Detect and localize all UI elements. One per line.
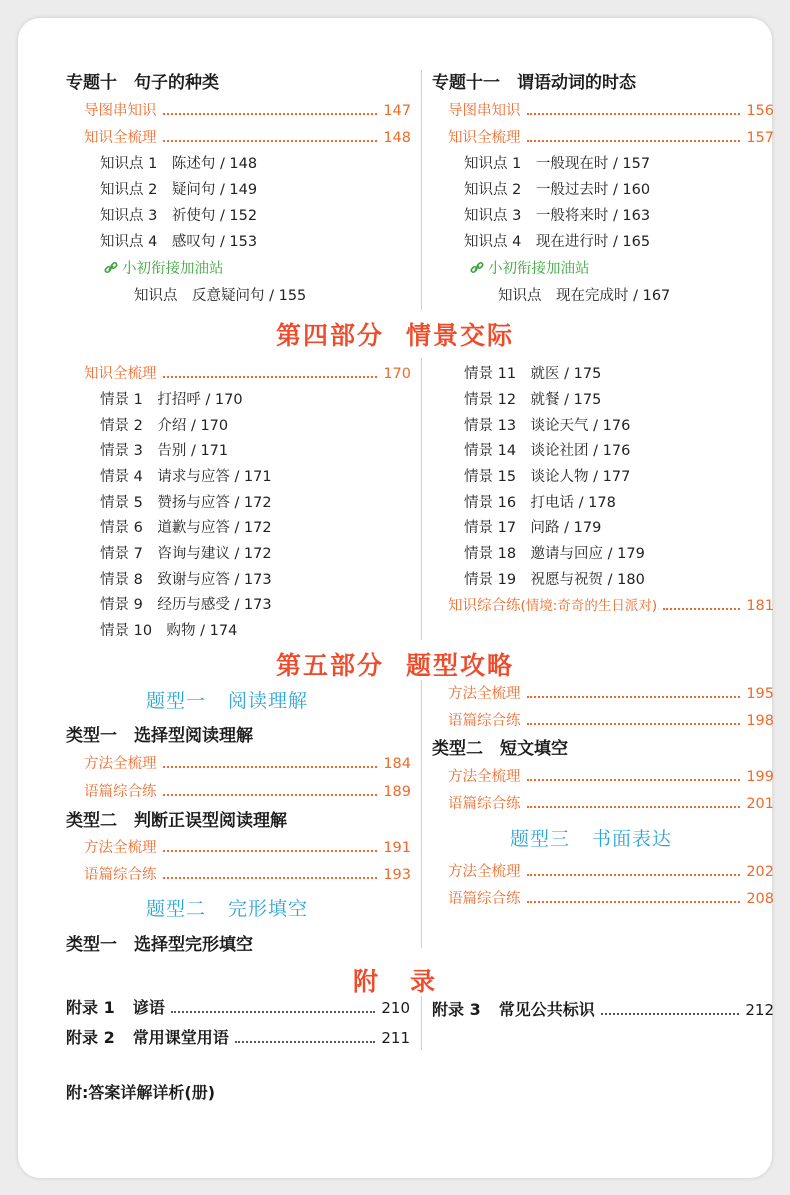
appendix-1-entry[interactable] [66, 995, 410, 1018]
scene-1[interactable]: 情景 1 打招呼 / 170 [100, 392, 243, 408]
entry-page: 189 [383, 784, 411, 800]
sec2-type1-method-entry[interactable] [448, 682, 774, 703]
scene-7[interactable]: 情景 7 咨询与建议 / 172 [100, 546, 272, 562]
topic11-point-4[interactable]: 知识点 4 现在进行时 / 165 [464, 234, 651, 250]
entry-page: 148 [383, 130, 411, 146]
entry-label: 导图串知识 [84, 103, 157, 119]
topic11-guide-entry[interactable] [448, 99, 774, 120]
entry-page: 193 [383, 867, 411, 883]
topic10-point-2[interactable]: 知识点 2 疑问句 / 149 [100, 182, 258, 198]
entry-label: 方法全梳理 [84, 756, 157, 772]
topic10-point-1[interactable]: 知识点 1 陈述句 / 148 [100, 156, 258, 172]
appendix-label: 常用课堂用语 [132, 1028, 229, 1047]
part5-section2-heading: 题型二 完形填空 [146, 898, 309, 920]
sec3-method-entry[interactable] [448, 860, 774, 881]
entry-page: 208 [746, 891, 774, 907]
topic10-point-3[interactable]: 知识点 3 祈使句 / 152 [100, 208, 258, 224]
entry-label: 知识全梳理 [448, 130, 521, 146]
topic10-guide-entry[interactable] [84, 99, 411, 120]
scene-2[interactable]: 情景 2 介绍 / 170 [100, 418, 229, 434]
scene-18[interactable]: 情景 18 邀请与回应 / 179 [464, 546, 645, 562]
entry-page: 170 [383, 366, 411, 382]
bridge-label: 小初衔接加油站 [122, 261, 224, 277]
entry-label: 语篇综合练 [448, 891, 521, 907]
sec3-practice-entry[interactable] [448, 887, 774, 908]
entry-page: 211 [381, 1029, 410, 1047]
appendix-title: 附 录 [352, 967, 438, 996]
topic10-point-4[interactable]: 知识点 4 感叹句 / 153 [100, 234, 258, 250]
topic10-review-entry[interactable] [84, 126, 411, 147]
column-divider [421, 996, 422, 1050]
scene-12[interactable]: 情景 12 就餐 / 175 [464, 392, 602, 408]
sec2-type1-practice-entry[interactable] [448, 709, 774, 730]
scene-8[interactable]: 情景 8 致谢与应答 / 173 [100, 572, 272, 588]
entry-label: 语篇综合练 [448, 713, 521, 729]
topic11-bridge [470, 257, 590, 278]
link-icon [470, 261, 484, 275]
scene-3[interactable]: 情景 3 告别 / 171 [100, 443, 229, 459]
topic10-bridge-point[interactable]: 知识点 反意疑问句 / 155 [134, 288, 307, 304]
topic11-bridge-point[interactable]: 知识点 现在完成时 / 167 [498, 288, 671, 304]
scene-4[interactable]: 情景 4 请求与应答 / 171 [100, 469, 272, 485]
entry-label: 导图串知识 [448, 103, 521, 119]
column-divider [421, 70, 422, 310]
bridge-label: 小初衔接加油站 [488, 261, 590, 277]
topic11-review-entry[interactable] [448, 126, 774, 147]
part4-title: 第四部分 情景交际 [275, 321, 515, 350]
entry-page: 191 [383, 840, 411, 856]
appendix-3-entry[interactable] [432, 997, 774, 1020]
topic11-title: 专题十一 谓语动词的时态 [432, 73, 636, 93]
appendix-label: 谚语 [132, 998, 165, 1017]
sec2-type2-practice-entry[interactable] [448, 792, 774, 813]
entry-page: 202 [746, 864, 774, 880]
scene-19[interactable]: 情景 19 祝愿与祝贺 / 180 [464, 572, 645, 588]
topic11-point-3[interactable]: 知识点 3 一般将来时 / 163 [464, 208, 651, 224]
scene-17[interactable]: 情景 17 问路 / 179 [464, 520, 602, 536]
appendix-label: 常见公共标识 [498, 1000, 595, 1019]
sec1-type1-title: 类型一 选择型阅读理解 [66, 726, 253, 746]
scene-13[interactable]: 情景 13 谈论天气 / 176 [464, 418, 631, 434]
sec2-type1-title: 类型一 选择型完形填空 [66, 935, 253, 955]
entry-page: 147 [383, 103, 411, 119]
entry-label: 知识全梳理 [84, 130, 157, 146]
appendix-no: 附录 3 [432, 1000, 481, 1019]
sec2-type2-title: 类型二 短文填空 [432, 739, 568, 759]
entry-page: 157 [746, 130, 774, 146]
topic11-point-2[interactable]: 知识点 2 一般过去时 / 160 [464, 182, 651, 198]
part5-section3-heading: 题型三 书面表达 [510, 828, 673, 850]
entry-label: 知识综合练 [448, 598, 521, 614]
entry-label: 语篇综合练 [448, 796, 521, 812]
part4-practice-entry[interactable] [448, 594, 774, 615]
sec1-type2-practice-entry[interactable] [84, 863, 411, 884]
entry-sublabel: (情境:奇奇的生日派对) [520, 598, 658, 614]
link-icon [104, 261, 118, 275]
appendix-2-entry[interactable] [66, 1025, 410, 1048]
part4-review-entry[interactable] [84, 362, 411, 383]
topic10-bridge [104, 257, 224, 278]
entry-page: 199 [746, 769, 774, 785]
entry-page: 212 [745, 1001, 774, 1019]
scene-16[interactable]: 情景 16 打电话 / 178 [464, 495, 616, 511]
appendix-no: 附录 2 [66, 1028, 115, 1047]
entry-page: 195 [746, 686, 774, 702]
entry-label: 语篇综合练 [84, 867, 157, 883]
entry-label: 方法全梳理 [448, 769, 521, 785]
entry-page: 184 [383, 756, 411, 772]
sec2-type2-method-entry[interactable] [448, 765, 774, 786]
entry-label: 语篇综合练 [84, 784, 157, 800]
scene-14[interactable]: 情景 14 谈论社团 / 176 [464, 443, 631, 459]
part5-title: 第五部分 题型攻略 [275, 651, 515, 680]
part5-section1-heading: 题型一 阅读理解 [146, 690, 309, 712]
entry-label: 方法全梳理 [448, 686, 521, 702]
scene-5[interactable]: 情景 5 赞扬与应答 / 172 [100, 495, 272, 511]
sec1-type1-practice-entry[interactable] [84, 780, 411, 801]
scene-11[interactable]: 情景 11 就医 / 175 [464, 366, 602, 382]
column-divider [421, 680, 422, 948]
entry-page: 156 [746, 103, 774, 119]
topic10-title: 专题十 句子的种类 [66, 73, 219, 93]
sec1-type2-title: 类型二 判断正误型阅读理解 [66, 811, 287, 831]
entry-label: 方法全梳理 [84, 840, 157, 856]
entry-page: 181 [746, 598, 774, 614]
topic11-point-1[interactable]: 知识点 1 一般现在时 / 157 [464, 156, 651, 172]
sec1-type1-method-entry[interactable] [84, 752, 411, 773]
entry-label: 方法全梳理 [448, 864, 521, 880]
scene-15[interactable]: 情景 15 谈论人物 / 177 [464, 469, 631, 485]
entry-page: 210 [381, 999, 410, 1017]
entry-page: 198 [746, 713, 774, 729]
answer-booklet-note: 附:答案详解详析(册) [66, 1083, 216, 1102]
entry-page: 201 [746, 796, 774, 812]
scene-6[interactable]: 情景 6 道歉与应答 / 172 [100, 520, 272, 536]
appendix-no: 附录 1 [66, 998, 115, 1017]
sec1-type2-method-entry[interactable] [84, 836, 411, 857]
entry-label: 知识全梳理 [84, 366, 157, 382]
scene-10[interactable]: 情景 10 购物 / 174 [100, 623, 238, 639]
column-divider [421, 358, 422, 640]
scene-9[interactable]: 情景 9 经历与感受 / 173 [100, 597, 272, 613]
